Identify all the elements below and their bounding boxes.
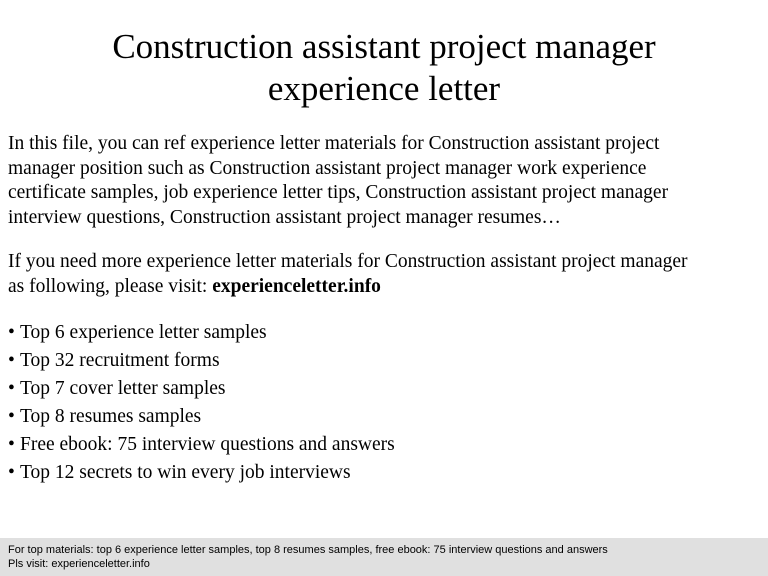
list-item — [8, 376, 760, 404]
bullet-icon: • — [8, 434, 15, 455]
list-item — [8, 404, 760, 432]
list-item — [8, 320, 760, 348]
list-item-label: Top 32 recruitment forms — [20, 350, 220, 371]
title-line-2: experience letter — [267, 69, 501, 108]
list-item-label: Free ebook: 75 interview questions and answers — [20, 434, 395, 455]
bullet-list — [8, 320, 760, 488]
list-item — [8, 348, 760, 376]
list-item — [8, 460, 760, 488]
bullet-icon: • — [8, 462, 15, 483]
intro-paragraph — [8, 132, 760, 230]
list-item-label: Top 7 cover letter samples — [20, 378, 226, 399]
list-item-label: Top 8 resumes samples — [20, 406, 202, 427]
footer-bar — [0, 538, 768, 576]
intro-line: certificate samples, job experience letter tips, Construction assistant project manager — [8, 182, 669, 203]
visit-line-2-prefix: as following, please visit: — [8, 275, 213, 297]
list-item — [8, 432, 760, 460]
list-item-label: Top 6 experience letter samples — [20, 322, 267, 343]
visit-line-1: If you need more experience letter materials for Construction assistant project manager — [8, 251, 688, 272]
footer-line-1: For top materials: top 6 experience letter samples, top 8 resumes samples, free ebook: 75 interview questions and answers — [8, 544, 608, 556]
visit-paragraph — [8, 250, 760, 299]
bullet-icon: • — [8, 378, 15, 399]
title-line-1: Construction assistant project manager — [112, 27, 656, 66]
bullet-icon: • — [8, 406, 15, 427]
intro-line: In this file, you can ref experience letter materials for Construction assistant project — [8, 133, 660, 154]
bullet-icon: • — [8, 322, 15, 343]
page-title — [0, 26, 768, 110]
list-item-label: Top 12 secrets to win every job interviews — [20, 462, 351, 483]
footer-line-2: Pls visit: experienceletter.info — [8, 558, 150, 570]
intro-line: interview questions, Construction assistant project manager resumes… — [8, 206, 561, 228]
site-link[interactable]: experienceletter.info — [212, 275, 381, 297]
intro-line: manager position such as Construction assistant project manager work experience — [8, 157, 647, 179]
bullet-icon: • — [8, 350, 15, 371]
